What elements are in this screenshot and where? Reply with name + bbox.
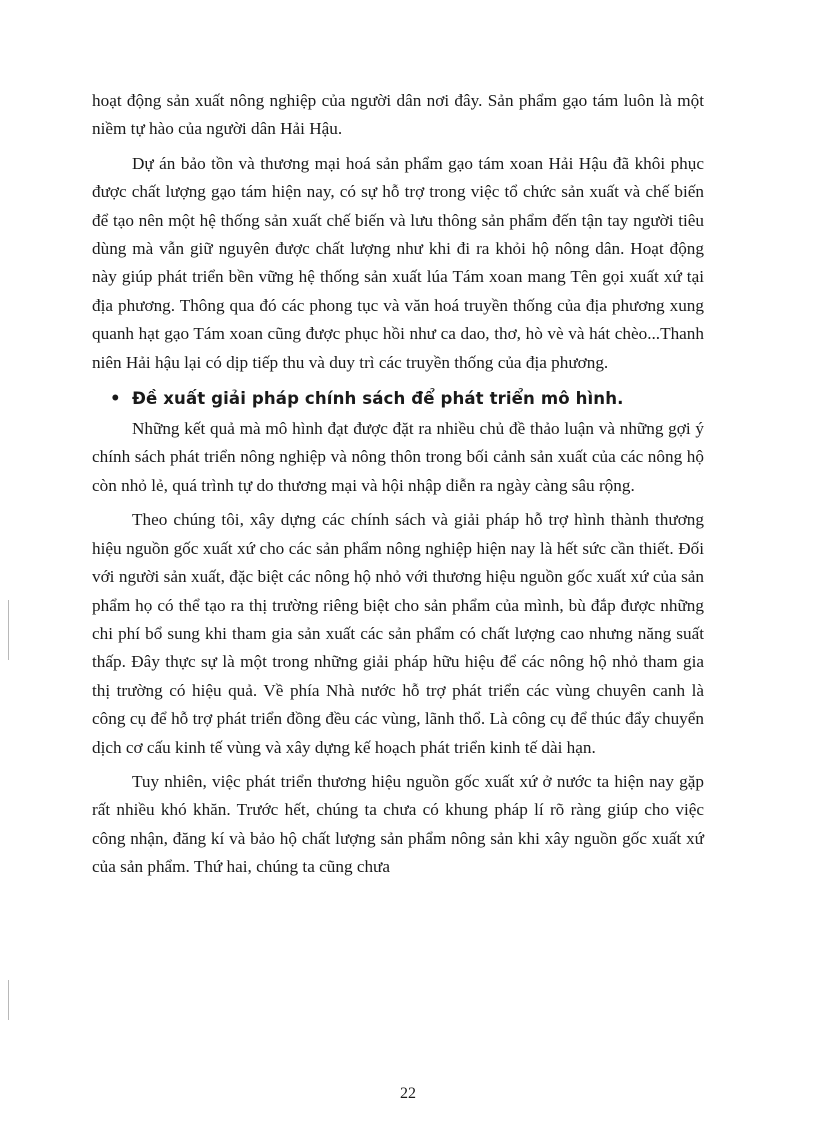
scan-edge-mark xyxy=(8,980,9,1020)
section-heading xyxy=(92,385,704,413)
page-number: 22 xyxy=(400,1085,416,1102)
paragraph-4: Theo chúng tôi, xây dựng các chính sách và giải pháp hỗ trợ hình thành thương hiệu nguồn gốc xuất xứ cho các sản phẩm nông nghiệp hiện nay là hết sức cần thiết. Đối với người sản xuất, đặc biệt các nông hộ nhỏ với thương hiệu nguồn gốc xuất xứ của sản phẩm họ có thể tạo ra thị trường riêng biệt cho sản phẩm của mình, bù đắp được những chi phí bổ sung khi tham gia sản xuất các sản phẩm có chất lượng cao nhưng năng suất thấp. Đây thực sự là một trong những giải pháp hữu hiệu để các nông hộ nhỏ tham gia thị trường có hiệu quả. Về phía Nhà nước hỗ trợ phát triển các vùng chuyên canh là công cụ để hỗ trợ phát triển đồng đều các vùng, lãnh thổ. Là công cụ để thúc đẩy chuyển dịch cơ cấu kinh tế vùng và xây dựng kế hoạch phát triển kinh tế dài hạn. xyxy=(92,510,704,757)
scan-edge-mark xyxy=(8,600,9,660)
paragraph-1: hoạt động sản xuất nông nghiệp của người dân nơi đây. Sản phẩm gạo tám luôn là một niềm tự hào của người dân Hải Hậu. xyxy=(92,91,704,139)
paragraph-2: Dự án bảo tồn và thương mại hoá sản phẩm gạo tám xoan Hải Hậu đã khôi phục được chất lượng gạo tám hiện nay, có sự hỗ trợ trong việc tổ chức sản xuất và chế biến để tạo nên một hệ thống sản xuất chế biến và lưu thông sản phẩm đến tận tay người tiêu dùng mà vẫn giữ nguyên được chất lượng như khi đi ra khỏi hộ nông dân. Hoạt động này giúp phát triển bền vững hệ thống sản xuất lúa Tám xoan mang Tên gọi xuất xứ tại địa phương. Thông qua đó các phong tục và văn hoá truyền thống của địa phương xung quanh hạt gạo Tám xoan cũng được phục hồi như ca dao, thơ, hò vè và hát chèo...Thanh niên Hải hậu lại có dịp tiếp thu và duy trì các truyền thống của địa phương. xyxy=(92,153,704,372)
body-text xyxy=(92,87,704,882)
bullet-icon: • xyxy=(110,389,121,409)
paragraph-5: Tuy nhiên, việc phát triển thương hiệu nguồn gốc xuất xứ ở nước ta hiện nay gặp rất nhiều khó khăn. Trước hết, chúng ta chưa có khung pháp lí rõ ràng giúp cho việc công nhận, đăng kí và bảo hộ chất lượng sản phẩm nông sản khi xây nguồn gốc xuất xứ của sản phẩm. Thứ hai, chúng ta cũng chưa xyxy=(92,771,704,877)
section-heading-text: Đề xuất giải pháp chính sách để phát triển mô hình. xyxy=(132,389,624,409)
paragraph-3: Những kết quả mà mô hình đạt được đặt ra nhiều chủ đề thảo luận và những gợi ý chính sách phát triển nông nghiệp và nông thôn trong bối cảnh sản xuất của các nông hộ còn nhỏ lẻ, quá trình tự do thương mại và hội nhập diễn ra ngày càng sâu rộng. xyxy=(92,419,704,495)
